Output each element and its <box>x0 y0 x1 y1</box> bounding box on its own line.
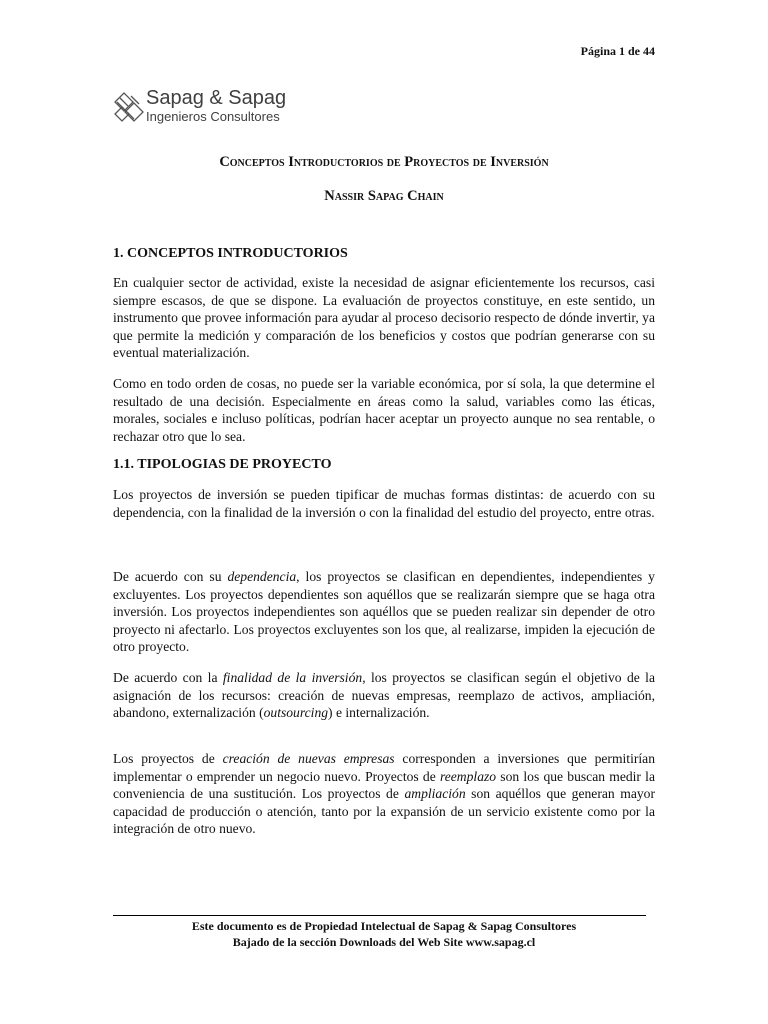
paragraph-4-emphasis: dependencia <box>227 569 297 584</box>
paragraph-6-emphasis-3: ampliación <box>404 786 466 802</box>
document-title: Conceptos Introductorios de Proyectos de Inversión <box>219 154 549 170</box>
paragraph-4 <box>113 568 655 656</box>
paragraph-6-text-b: corresponden a inversiones que permitirían implementar o emprender un negocio nuevo. Proyectos de <box>113 751 655 784</box>
logo-mark-icon <box>112 90 146 124</box>
footer-divider <box>113 915 646 916</box>
logo-subtitle: Ingenieros Consultores <box>146 109 280 124</box>
paragraph-6-text-a: Los proyectos de <box>113 751 223 766</box>
section-heading-1: 1. CONCEPTOS INTRODUCTORIOS <box>113 246 348 261</box>
document-author: Nassir Sapag Chain <box>324 188 444 204</box>
section-heading-1-1: 1.1. TIPOLOGIAS DE PROYECTO <box>113 457 332 472</box>
page-number: Página 1 de 44 <box>580 44 655 58</box>
paragraph-4-text-b: , los proyectos se clasifican en dependientes, independientes y excluyentes. Los proyectos dependientes son aquéllos que se realizarán siempre que se haga otra inversión. Los proyectos independientes son aquéllos que se pueden realizar sin depender de otro proyecto ni afectarlo. Los proyectos excluyentes son los que, al realizarse, impiden la ejecución de otro proyecto. <box>113 569 655 655</box>
paragraph-5-emphasis-2: outsourcing <box>263 705 329 721</box>
footer-copyright: Este documento es de Propiedad Intelectual de Sapag & Sapag Consultores <box>191 919 577 933</box>
paragraph-5-text-b: , los proyectos se clasifican según el objetivo de la asignación de los recursos: creación de nuevas empresas, reemplazo de activos, ampliación, abandono, externalización ( <box>113 670 655 721</box>
paragraph-6 <box>113 750 655 838</box>
paragraph-4-text-a: De acuerdo con su <box>113 569 228 584</box>
paragraph-1: En cualquier sector de actividad, existe la necesidad de asignar eficientemente los recursos, casi siempre escasos, de que se dispone. La evaluación de proyectos constituye, en este sentido, un instrumento que provee información para ayudar al proceso decisorio respecto de dónde invertir, ya que permite la medición y comparación de los beneficios y costos que podrían generarse con su eventual materialización. <box>113 275 655 361</box>
paragraph-5-emphasis-1: finalidad de la inversión <box>222 670 363 685</box>
paragraph-2: Como en todo orden de cosas, no puede ser la variable económica, por sí sola, la que determine el resultado de una decisión. Especialmente en áreas como la salud, variables como las éticas, morales, sociales e incluso políticas, podrían hacer aceptar un proyecto aunque no sea rentable, o rechazar otro que lo sea. <box>113 376 655 444</box>
paragraph-6-text-d: son aquéllos que generan mayor capacidad de producción o atención, tanto por la expansión de un servicio existente como por la integración de otro nuevo. <box>113 786 655 837</box>
paragraph-5-text-c: ) e internalización. <box>328 705 430 721</box>
paragraph-6-emphasis-1: creación de nuevas empresas <box>222 751 395 766</box>
paragraph-5 <box>113 669 655 722</box>
paragraph-6-emphasis-2: reemplazo <box>439 768 497 784</box>
paragraph-5-text-a: De acuerdo con la <box>113 670 223 685</box>
logo-name: Sapag & Sapag <box>146 87 287 109</box>
paragraph-3: Los proyectos de inversión se pueden tipificar de muchas formas distintas: de acuerdo con su dependencia, con la finalidad de la inversión o con la finalidad del estudio del proyecto, entre otras. <box>113 487 655 520</box>
paragraph-6-text-c: son los que buscan medir la conveniencia de una sustitución. Los proyectos de <box>113 768 655 802</box>
footer-source: Bajado de la sección Downloads del Web Site www.sapag.cl <box>232 935 536 949</box>
company-logo <box>112 88 312 128</box>
